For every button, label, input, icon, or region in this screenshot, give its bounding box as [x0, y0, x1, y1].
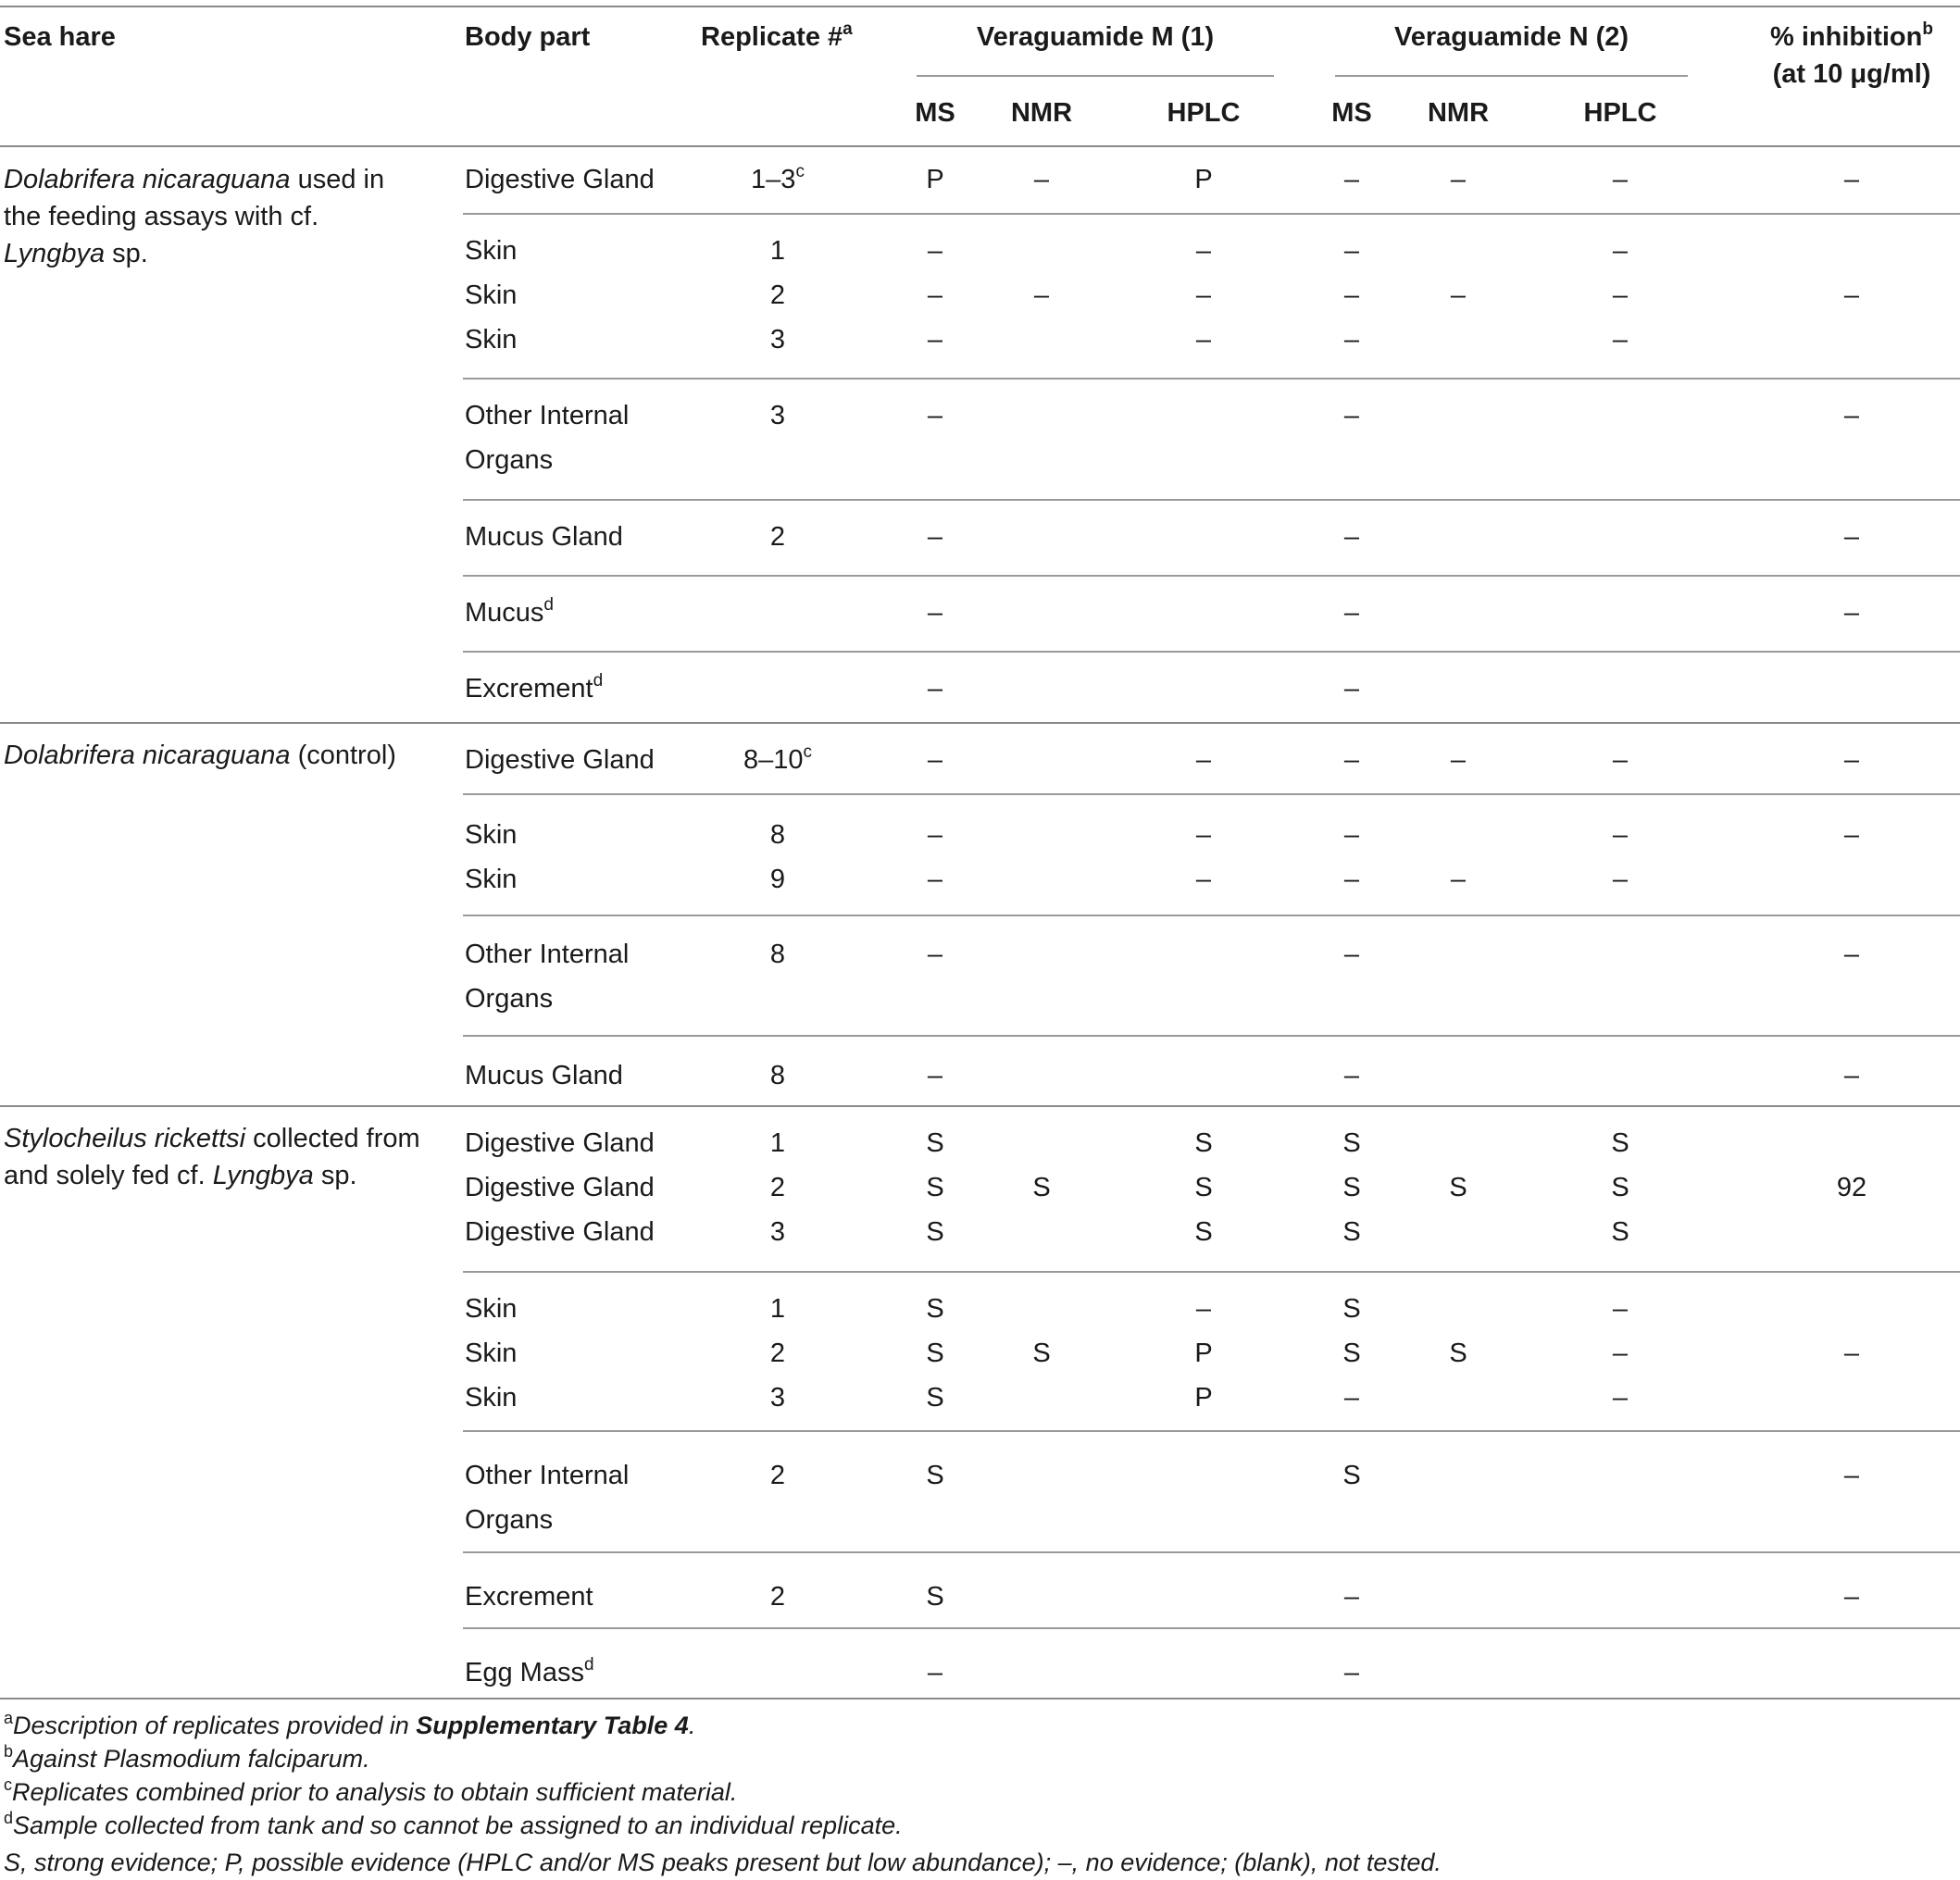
veraguamide-m-hplc-cell: –	[1195, 280, 1212, 310]
veraguamide-m-ms-cell: –	[927, 674, 943, 703]
replicate-cell: 2	[769, 1173, 786, 1202]
veraguamide-n-hplc-cell: –	[1612, 865, 1629, 894]
footnote-a: $^a$Description of replicates provided in Supplementary Table 4.	[4, 1709, 696, 1739]
veraguamide-n-ms-cell: –	[1343, 674, 1360, 703]
body-part-cell: Skin	[465, 820, 518, 850]
body-part-cell: Other Internal	[465, 1461, 630, 1490]
inhibition-cell: –	[1843, 820, 1860, 850]
body-part-cell: Skin	[465, 236, 518, 266]
inhibition-cell: –	[1843, 745, 1860, 775]
body-part-cell: Digestive Gland	[465, 1173, 655, 1202]
body-part-cell: Digestive Gland	[465, 1128, 655, 1158]
veraguamide-n-hplc-cell: –	[1612, 1383, 1629, 1413]
veraguamide-m-hplc-cell: P	[1194, 1338, 1213, 1368]
veraguamide-m-ms-cell: S	[926, 1461, 944, 1490]
veraguamide-n-nmr-cell: –	[1450, 865, 1467, 894]
veraguamide-n-ms-cell: –	[1343, 1061, 1360, 1090]
footnote-c: $^c$Replicates combined prior to analysis to obtain sufficient material.	[4, 1775, 738, 1806]
veraguamide-m-ms-cell: –	[927, 1658, 943, 1687]
body-part-cell: Skin	[465, 1294, 518, 1324]
row-rule	[463, 575, 1960, 577]
veraguamide-m-nmr-cell: S	[1032, 1338, 1051, 1368]
veraguamide-m-nmr-cell: S	[1032, 1173, 1051, 1202]
header-inhibition: % inhibition$^b$	[1770, 19, 1933, 52]
veraguamide-m-ms-cell: –	[927, 522, 943, 552]
body-part-cell: Excrement$^d$	[465, 671, 604, 703]
veraguamide-n-ms-cell: –	[1343, 598, 1360, 628]
header-inhibition-unit: (at 10 μg/ml)	[1772, 59, 1931, 89]
sea-hare-group-2: Dolabrifera nicaraguana (control)	[4, 741, 396, 770]
replicate-cell: 1	[769, 1128, 786, 1158]
header-m-nmr: NMR	[1010, 98, 1073, 128]
veraguamide-m-hplc-cell: P	[1194, 1383, 1213, 1413]
veraguamide-n-ms-cell: –	[1343, 325, 1360, 355]
body-part-cell: Mucus$^d$	[465, 595, 554, 628]
veraguamide-n-ms-cell: –	[1343, 820, 1360, 850]
inhibition-cell: –	[1843, 280, 1860, 310]
sea-hare-group-3: Stylocheilus rickettsi collected from and solely fed cf. Lyngbya sp.	[4, 1124, 420, 1190]
replicate-cell: 3	[769, 1217, 786, 1247]
veraguamide-m-ms-cell: S	[926, 1173, 944, 1202]
veraguamide-n-hplc-cell: –	[1612, 280, 1629, 310]
table-bottom-rule	[0, 1698, 1960, 1699]
inhibition-cell: –	[1843, 1061, 1860, 1090]
veraguamide-n-ms-cell: –	[1343, 1658, 1360, 1687]
row-rule	[463, 1271, 1960, 1273]
veraguamide-n-ms-cell: S	[1342, 1217, 1361, 1247]
veraguamide-n-ms-cell: –	[1343, 940, 1360, 969]
header-veraguamide-n: Veraguamide N (2)	[1393, 22, 1629, 52]
veraguamide-m-ms-cell: –	[927, 325, 943, 355]
veraguamide-n-ms-cell: S	[1342, 1294, 1361, 1324]
veraguamide-m-hplc-cell: S	[1194, 1128, 1213, 1158]
body-part-cell: Egg Mass$^d$	[465, 1655, 594, 1687]
veraguamide-n-ms-cell: S	[1342, 1173, 1361, 1202]
body-part-cell-line2: Organs	[465, 445, 554, 475]
veraguamide-m-ms-cell: –	[927, 280, 943, 310]
veraguamide-n-hplc-cell: –	[1612, 820, 1629, 850]
body-part-cell: Digestive Gland	[465, 165, 655, 194]
veraguamide-n-hplc-cell: –	[1612, 745, 1629, 775]
veraguamide-n-ms-cell: –	[1343, 236, 1360, 266]
veraguamide-n-hplc-cell: –	[1612, 1294, 1629, 1324]
replicate-cell: 9	[769, 865, 786, 894]
row-rule	[463, 499, 1960, 501]
veraguamide-m-ms-cell: S	[926, 1217, 944, 1247]
veraguamide-m-ms-cell: –	[927, 598, 943, 628]
body-part-cell-line2: Organs	[465, 984, 554, 1014]
veraguamide-m-hplc-cell: P	[1194, 165, 1213, 194]
sea-hare-group-1: Dolabrifera nicaraguana used in the feeding assays with cf. Lyngbya sp.	[4, 165, 385, 268]
header-n-nmr: NMR	[1427, 98, 1490, 128]
replicate-cell: 8	[769, 820, 786, 850]
body-part-cell: Skin	[465, 1338, 518, 1368]
header-replicate: Replicate #$^a$	[701, 19, 853, 52]
veraguamide-m-hplc-cell: –	[1195, 1294, 1212, 1324]
veraguamide-n-hplc-cell: –	[1612, 325, 1629, 355]
veraguamide-m-nmr-cell: –	[1033, 165, 1050, 194]
replicate-cell: 2	[769, 1338, 786, 1368]
row-rule	[463, 378, 1960, 380]
veraguamide-n-ms-cell: S	[1342, 1461, 1361, 1490]
veraguamide-m-hplc-cell: –	[1195, 325, 1212, 355]
row-rule	[463, 1551, 1960, 1553]
veraguamide-m-hplc-cell: –	[1195, 865, 1212, 894]
replicate-cell: 1–3$^c$	[751, 162, 805, 194]
veraguamide-m-ms-cell: –	[927, 401, 943, 430]
veraguamide-m-nmr-cell: –	[1033, 280, 1050, 310]
replicate-cell: 3	[769, 325, 786, 355]
inhibition-cell: –	[1843, 1338, 1860, 1368]
replicate-cell: 2	[769, 1461, 786, 1490]
veraguamide-m-ms-cell: S	[926, 1128, 944, 1158]
veraguamide-m-hplc-cell: –	[1195, 820, 1212, 850]
row-rule	[463, 651, 1960, 653]
body-part-cell: Other Internal	[465, 401, 630, 430]
body-part-cell: Mucus Gland	[465, 522, 623, 552]
row-rule	[463, 1430, 1960, 1432]
row-rule	[463, 793, 1960, 795]
inhibition-cell: –	[1843, 940, 1860, 969]
row-rule	[463, 213, 1960, 215]
header-body-part: Body part	[465, 22, 591, 52]
ver-n-underline	[1335, 75, 1688, 77]
body-part-cell: Skin	[465, 1383, 518, 1413]
replicate-cell: 2	[769, 280, 786, 310]
replicate-cell: 1	[769, 1294, 786, 1324]
veraguamide-m-ms-cell: –	[927, 1061, 943, 1090]
veraguamide-n-ms-cell: –	[1343, 522, 1360, 552]
veraguamide-n-nmr-cell: –	[1450, 280, 1467, 310]
footnote-b: $^b$Against Plasmodium falciparum.	[4, 1742, 370, 1773]
replicate-cell: 3	[769, 401, 786, 430]
veraguamide-m-ms-cell: S	[926, 1383, 944, 1413]
inhibition-cell: –	[1843, 401, 1860, 430]
header-n-ms: MS	[1331, 98, 1372, 128]
body-part-cell: Digestive Gland	[465, 745, 655, 775]
header-bottom-rule	[0, 145, 1960, 147]
replicate-cell: 8	[769, 940, 786, 969]
header-m-ms: MS	[915, 98, 955, 128]
footnote-legend: S, strong evidence; P, possible evidence (HPLC and/or MS peaks present but low abundance); –, no evidence; (blank), not tested.	[4, 1849, 1442, 1876]
veraguamide-n-ms-cell: –	[1343, 745, 1360, 775]
group-rule	[0, 1105, 1960, 1107]
header-veraguamide-m: Veraguamide M (1)	[976, 22, 1215, 52]
veraguamide-n-ms-cell: –	[1343, 1582, 1360, 1612]
veraguamide-n-ms-cell: –	[1343, 165, 1360, 194]
veraguamide-n-hplc-cell: –	[1612, 236, 1629, 266]
group-rule	[0, 722, 1960, 724]
veraguamide-n-nmr-cell: S	[1449, 1338, 1467, 1368]
body-part-cell: Excrement	[465, 1582, 593, 1612]
inhibition-cell: 92	[1836, 1173, 1867, 1202]
body-part-cell: Other Internal	[465, 940, 630, 969]
veraguamide-n-ms-cell: –	[1343, 280, 1360, 310]
veraguamide-m-ms-cell: –	[927, 940, 943, 969]
veraguamide-n-hplc-cell: S	[1611, 1217, 1629, 1247]
row-rule	[463, 915, 1960, 916]
inhibition-cell: –	[1843, 1582, 1860, 1612]
inhibition-cell: –	[1843, 1461, 1860, 1490]
veraguamide-m-hplc-cell: S	[1194, 1173, 1213, 1202]
body-part-cell: Skin	[465, 325, 518, 355]
inhibition-cell: –	[1843, 522, 1860, 552]
header-m-hplc: HPLC	[1167, 98, 1241, 128]
table-top-rule	[0, 6, 1960, 7]
veraguamide-m-ms-cell: –	[927, 745, 943, 775]
replicate-cell: 2	[769, 522, 786, 552]
row-rule	[463, 1627, 1960, 1629]
veraguamide-n-ms-cell: S	[1342, 1128, 1361, 1158]
veraguamide-n-ms-cell: S	[1342, 1338, 1361, 1368]
veraguamide-n-nmr-cell: S	[1449, 1173, 1467, 1202]
veraguamide-m-ms-cell: –	[927, 820, 943, 850]
inhibition-cell: –	[1843, 598, 1860, 628]
replicate-cell: 3	[769, 1383, 786, 1413]
body-part-cell-line2: Organs	[465, 1505, 554, 1535]
replicate-cell: 1	[769, 236, 786, 266]
veraguamide-n-hplc-cell: S	[1611, 1128, 1629, 1158]
veraguamide-n-ms-cell: –	[1343, 401, 1360, 430]
veraguamide-n-hplc-cell: –	[1612, 165, 1629, 194]
body-part-cell: Skin	[465, 280, 518, 310]
veraguamide-m-ms-cell: –	[927, 236, 943, 266]
veraguamide-m-ms-cell: S	[926, 1294, 944, 1324]
veraguamide-n-nmr-cell: –	[1450, 745, 1467, 775]
veraguamide-n-hplc-cell: –	[1612, 1338, 1629, 1368]
row-rule	[463, 1035, 1960, 1037]
header-sea-hare: Sea hare	[4, 22, 116, 52]
veraguamide-n-ms-cell: –	[1343, 865, 1360, 894]
body-part-cell: Digestive Gland	[465, 1217, 655, 1247]
veraguamide-m-ms-cell: –	[927, 865, 943, 894]
footnote-d: $^d$Sample collected from tank and so cannot be assigned to an individual replicate.	[4, 1809, 903, 1839]
veraguamide-n-hplc-cell: S	[1611, 1173, 1629, 1202]
veraguamide-n-ms-cell: –	[1343, 1383, 1360, 1413]
ver-m-underline	[917, 75, 1274, 77]
veraguamide-m-hplc-cell: –	[1195, 236, 1212, 266]
veraguamide-n-nmr-cell: –	[1450, 165, 1467, 194]
body-part-cell: Mucus Gland	[465, 1061, 623, 1090]
veraguamide-m-hplc-cell: S	[1194, 1217, 1213, 1247]
header-n-hplc: HPLC	[1583, 98, 1657, 128]
veraguamide-m-ms-cell: S	[926, 1582, 944, 1612]
body-part-cell: Skin	[465, 865, 518, 894]
veraguamide-m-ms-cell: S	[926, 1338, 944, 1368]
replicate-cell: 2	[769, 1582, 786, 1612]
replicate-cell: 8	[769, 1061, 786, 1090]
inhibition-cell: –	[1843, 165, 1860, 194]
replicate-cell: 8–10$^c$	[743, 742, 812, 775]
veraguamide-m-ms-cell: P	[926, 165, 944, 194]
veraguamide-m-hplc-cell: –	[1195, 745, 1212, 775]
